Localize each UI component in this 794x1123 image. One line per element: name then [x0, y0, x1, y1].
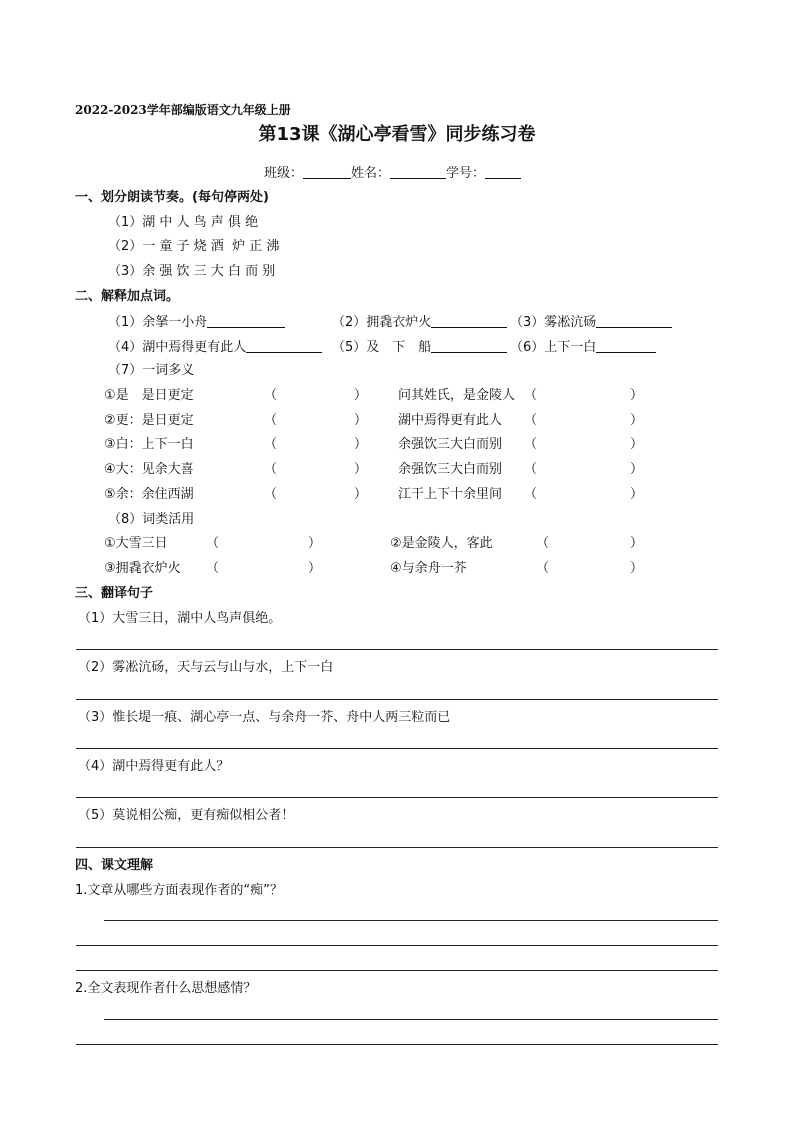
word-item-1: （1）余拏一小舟 — [108, 315, 285, 329]
class-label: 班级： — [264, 166, 304, 181]
polysemy-left-2: ②更：是日更定 — [104, 413, 194, 428]
rhythm-item-3: （3）余 强 饮 三 大 白 而 别 — [108, 264, 276, 279]
paren-close: ） — [354, 413, 368, 428]
polysemy-label: （7）一词多义 — [108, 363, 195, 378]
answer-line[interactable] — [76, 748, 718, 749]
paren-close: ） — [630, 437, 644, 452]
paren-close: ） — [308, 561, 322, 576]
paren-open: （ — [524, 462, 538, 477]
translate-item-4: （4）湖中焉得更有此人？ — [78, 759, 230, 774]
paren-open: （ — [264, 487, 278, 502]
section3-heading: 三、翻译句子 — [75, 586, 154, 601]
answer-line[interactable] — [76, 797, 718, 798]
paren-close: ） — [354, 437, 368, 452]
paren-close: ） — [354, 388, 368, 403]
word-item-3: （3）雾凇沆砀 — [510, 315, 672, 329]
conversion-left-2: ③拥毳衣炉火 — [104, 561, 181, 576]
conversion-label: （8）词类活用 — [108, 512, 195, 527]
course-subtitle: 2022-2023学年部编版语文九年级上册 — [75, 103, 291, 117]
paren-close: ） — [354, 487, 368, 502]
answer-line[interactable] — [104, 920, 718, 921]
rhythm-item-2: （2）一 童 子 烧 酒 炉 正 沸 — [108, 239, 280, 254]
word-item-2: （2）拥毳衣炉火 — [332, 315, 507, 329]
answer-line[interactable] — [104, 1019, 718, 1020]
paren-close: ） — [630, 462, 644, 477]
polysemy-right-3: 余强饮三大白而别 — [398, 437, 503, 452]
paren-open: （ — [206, 561, 220, 576]
page-title: 第13课《湖心亭看雪》同步练习卷 — [258, 124, 536, 145]
paren-close: ） — [630, 413, 644, 428]
polysemy-left-4: ④大：见余大喜 — [104, 462, 194, 477]
translate-item-3: （3）惟长堤一痕、湖心亭一点、与余舟一芥、舟中人两三粒而已 — [78, 710, 451, 725]
paren-open: （ — [524, 437, 538, 452]
polysemy-left-5: ⑤余：余住西湖 — [104, 487, 194, 502]
answer-line[interactable] — [76, 945, 718, 946]
rhythm-item-1: （1）湖 中 人 鸟 声 俱 绝 — [108, 215, 259, 230]
polysemy-right-2: 湖中焉得更有此人 — [398, 413, 503, 428]
paren-open: （ — [264, 413, 278, 428]
paren-close: ） — [630, 487, 644, 502]
student-info-line — [264, 166, 521, 180]
word-answer-2[interactable] — [431, 315, 507, 328]
name-label: 姓名： — [351, 166, 391, 181]
student-id-field[interactable] — [485, 166, 521, 179]
paren-close: ） — [308, 536, 322, 551]
conversion-right-1: ②是金陵人，客此 — [390, 536, 493, 551]
section1-heading: 一、划分朗读节奏。(每句停两处) — [75, 190, 269, 205]
answer-line[interactable] — [76, 699, 718, 700]
polysemy-left-3: ③白：上下一白 — [104, 437, 194, 452]
paren-close: ） — [354, 462, 368, 477]
paren-open: （ — [264, 462, 278, 477]
paren-open: （ — [524, 388, 538, 403]
word-answer-3[interactable] — [596, 315, 672, 328]
word-answer-4[interactable] — [246, 340, 322, 353]
paren-open: （ — [264, 388, 278, 403]
id-label: 学号： — [446, 166, 486, 181]
polysemy-right-5: 江干上下十余里间 — [398, 487, 503, 502]
translate-item-1: （1）大雪三日，湖中人鸟声俱绝。 — [78, 611, 282, 626]
name-field[interactable] — [390, 166, 446, 179]
paren-close: ） — [630, 561, 644, 576]
polysemy-right-4: 余强饮三大白而别 — [398, 462, 503, 477]
class-field[interactable] — [303, 166, 351, 179]
conversion-left-1: ①大雪三日 — [104, 536, 168, 551]
conversion-right-2: ④与余舟一芥 — [390, 561, 467, 576]
paren-open: （ — [524, 487, 538, 502]
section4-heading: 四、课文理解 — [75, 858, 154, 873]
word-answer-1[interactable] — [207, 315, 285, 328]
paren-open: （ — [264, 437, 278, 452]
comprehension-q2: 2.全文表现作者什么思想感情？ — [75, 981, 257, 996]
paren-open: （ — [524, 413, 538, 428]
paren-close: ） — [630, 388, 644, 403]
paren-open: （ — [536, 536, 550, 551]
paren-open: （ — [536, 561, 550, 576]
translate-item-5: （5）莫说相公痴，更有痴似相公者！ — [78, 808, 295, 823]
translate-item-2: （2）雾凇沆砀，天与云与山与水，上下一白 — [78, 660, 334, 675]
word-item-4: （4）湖中焉得更有此人 — [108, 340, 322, 354]
answer-line[interactable] — [76, 649, 718, 650]
word-item-6: （6）上下一白 — [510, 340, 656, 354]
answer-line[interactable] — [76, 970, 718, 971]
answer-line[interactable] — [76, 1044, 718, 1045]
word-item-5: （5）及 下 船 — [332, 340, 507, 354]
polysemy-right-1: 问其姓氏，是金陵人 — [398, 388, 516, 403]
section2-heading: 二、解释加点词。 — [75, 289, 180, 304]
word-answer-6[interactable] — [596, 340, 656, 353]
word-answer-5[interactable] — [431, 340, 507, 353]
paren-open: （ — [206, 536, 220, 551]
paren-close: ） — [630, 536, 644, 551]
polysemy-left-1: ①是 是日更定 — [104, 388, 194, 403]
comprehension-q1: 1.文章从哪些方面表现作者的“痴”？ — [75, 883, 283, 898]
answer-line[interactable] — [76, 847, 718, 848]
